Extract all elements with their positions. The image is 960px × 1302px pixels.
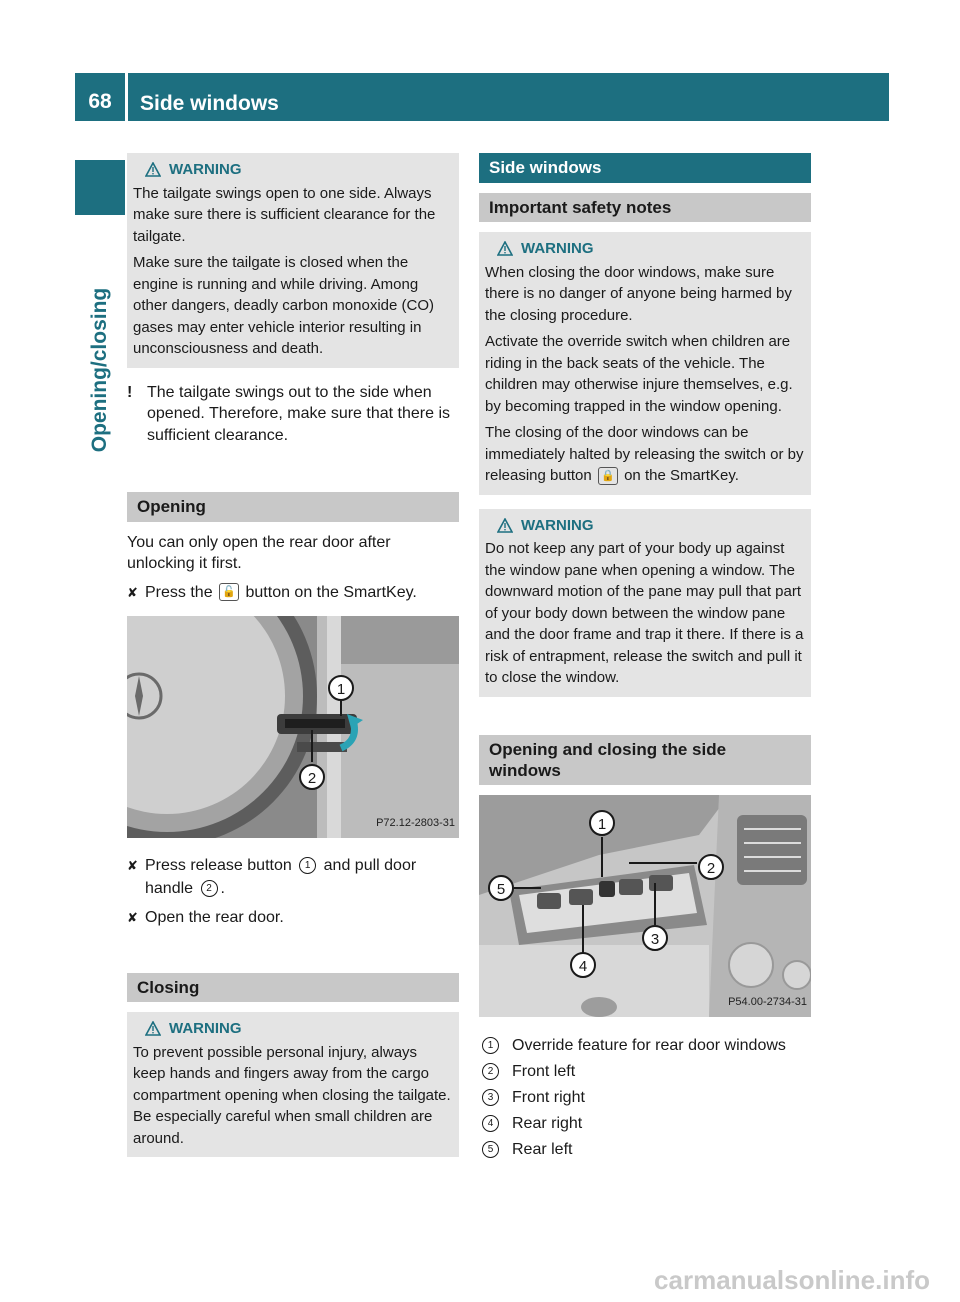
- warning-title: [145, 1018, 453, 1040]
- legend-number: 4: [482, 1115, 499, 1132]
- legend-item: [479, 1059, 811, 1085]
- warning-label: WARNING: [521, 516, 594, 534]
- callout-ref-2: 2: [201, 880, 218, 897]
- note-tailgate: [127, 382, 459, 447]
- heading-safety-notes: Important safety notes: [479, 193, 811, 223]
- legend-text: Front left: [512, 1062, 576, 1080]
- callout-5: 5: [496, 880, 506, 898]
- section-tab-block: [75, 160, 125, 215]
- warning-title: [497, 515, 805, 537]
- warning-text: Do not keep any part of your body up against the window pane when opening a window. The downward motion of the pane may pull that part of your body down between the window pane and the door frame and trap it there. If there is a risk of entrapment, release the switch and pull it to close the window.: [485, 540, 804, 686]
- legend-list: [479, 1033, 811, 1163]
- header-divider: [125, 73, 128, 121]
- image-code: P54.00-2734-31: [728, 996, 807, 1008]
- callout-1: 1: [336, 680, 346, 698]
- step-text: button on the SmartKey.: [245, 583, 417, 601]
- warning-label: WARNING: [169, 1020, 242, 1037]
- warning-text: The tailgate swings open to one side. Always make sure there is sufficient clearance for the tailgate.: [133, 184, 436, 245]
- step-text: .: [220, 879, 225, 897]
- warning-triangle-icon: [497, 518, 513, 533]
- legend-number: 2: [482, 1063, 499, 1080]
- window-switches-image: [479, 795, 811, 1017]
- step-arrow-icon: ✘: [127, 909, 138, 925]
- warning-box-closing-windows: [479, 232, 811, 495]
- opening-intro: You can only open the rear door after unlocking it first.: [127, 533, 391, 572]
- callout-4: 4: [578, 957, 588, 975]
- warning-triangle-icon: [145, 162, 161, 177]
- callout-3: 3: [650, 930, 660, 948]
- warning-title: [497, 238, 805, 260]
- left-column: [127, 153, 459, 1171]
- step-press-unlock: [127, 581, 459, 604]
- step-text: Open the rear door.: [145, 908, 284, 926]
- warning-label: WARNING: [521, 240, 594, 257]
- warning-label: WARNING: [169, 161, 242, 178]
- image-code: P72.12-2803-31: [376, 817, 455, 829]
- warning-text: Make sure the tailgate is closed when the engine is running and while driving. Among other dangers, deadly carbon monoxide (CO) gases may enter vehicle interior resulting in unconsciousness and death.: [133, 254, 434, 357]
- callout-1: 1: [597, 815, 607, 833]
- note-icon: !: [127, 383, 133, 401]
- heading-opening: Opening: [127, 492, 459, 522]
- warning-box-tailgate: [127, 153, 459, 368]
- lock-key-icon: 🔒: [598, 467, 618, 485]
- step-text: Press the: [145, 583, 213, 601]
- warning-text: Activate the override switch when children are riding in the back seats of the vehicle. The children may otherwise injure themselves, e.g. by becoming trapped in the window opening.: [485, 333, 793, 415]
- warning-text: To prevent possible personal injury, always keep hands and fingers away from the cargo compartment opening when closing the tailgate. Be especially careful when small children are around.: [133, 1043, 451, 1147]
- heading-closing: Closing: [127, 973, 459, 1003]
- right-column: [479, 153, 811, 1163]
- watermark-text: carmanualsonline.info: [654, 1265, 930, 1295]
- callout-ref-1: 1: [299, 857, 316, 874]
- warning-text-part: The closing of the door windows can be immediately halted by releasing the switch or by releasing button: [485, 424, 804, 484]
- legend-item: [479, 1137, 811, 1163]
- rear-door-illustration: [127, 616, 459, 838]
- warning-box-entrapment: [479, 509, 811, 697]
- callout-2: 2: [706, 859, 716, 877]
- legend-item: [479, 1033, 811, 1059]
- window-switches-illustration: [479, 795, 811, 1017]
- legend-text: Front right: [512, 1088, 585, 1106]
- warning-box-closing: [127, 1012, 459, 1157]
- step-text: and pull door handle: [145, 856, 417, 897]
- footer-watermark: [0, 1265, 960, 1296]
- legend-number: 1: [482, 1037, 499, 1054]
- section-tab-label: Opening/closing: [88, 287, 111, 453]
- step-arrow-icon: ✘: [127, 857, 138, 873]
- rear-door-image: [127, 616, 459, 838]
- page-number: 68: [88, 90, 112, 113]
- page-title: Side windows: [140, 92, 279, 115]
- legend-item: [479, 1085, 811, 1111]
- step-text: Press release button: [145, 856, 292, 874]
- heading-open-close-windows: Opening and closing the side windows: [479, 735, 811, 785]
- legend-number: 3: [482, 1089, 499, 1106]
- step-release-button: [127, 854, 459, 900]
- warning-triangle-icon: [145, 1021, 161, 1036]
- legend-item: [479, 1111, 811, 1137]
- warning-text: When closing the door windows, make sure there is no danger of anyone being harmed by the closing procedure.: [485, 263, 792, 324]
- warning-triangle-icon: [497, 241, 513, 256]
- step-arrow-icon: ✘: [127, 584, 138, 600]
- callout-2: 2: [307, 769, 317, 787]
- unlock-key-icon: 🔓: [219, 583, 239, 601]
- legend-text: Rear left: [512, 1140, 573, 1158]
- note-text: The tailgate swings out to the side when opened. Therefore, make sure that there is sufficient clearance.: [147, 383, 450, 444]
- section-tab: [75, 225, 125, 515]
- step-open-door: [127, 906, 459, 929]
- legend-number: 5: [482, 1141, 499, 1158]
- legend-text: Rear right: [512, 1114, 583, 1132]
- legend-text: Override feature for rear door windows: [512, 1036, 786, 1054]
- warning-text: [485, 422, 805, 487]
- warning-text-part: on the SmartKey.: [624, 467, 739, 484]
- heading-side-windows: Side windows: [479, 153, 811, 183]
- warning-title: [145, 159, 453, 181]
